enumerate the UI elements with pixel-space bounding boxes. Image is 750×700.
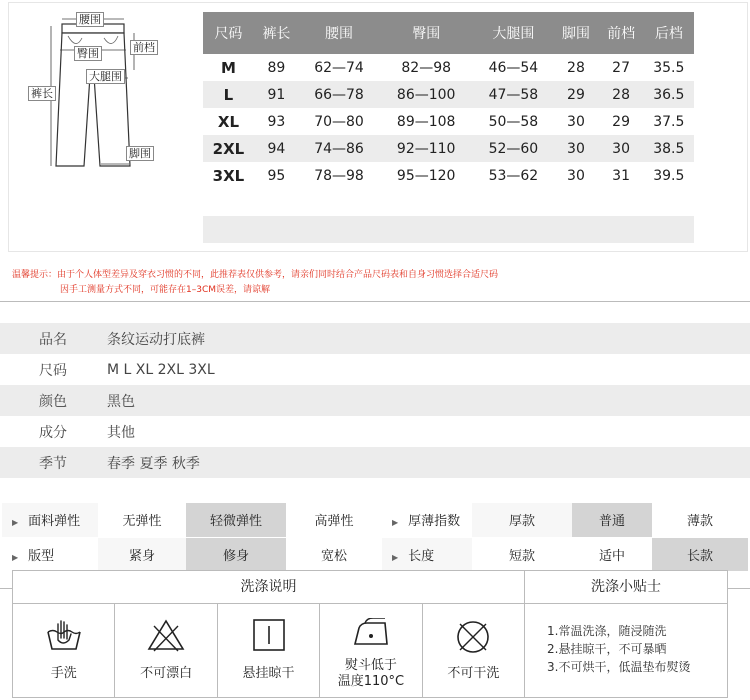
size-table-cell: 70—80	[314, 113, 364, 130]
size-table-cell: 92—110	[379, 135, 473, 162]
attribute-label	[382, 503, 472, 537]
wash-title: 洗涤说明	[13, 571, 524, 604]
diagram-label-front-rise: 前档	[130, 40, 158, 55]
size-table-cell: 89—108	[396, 113, 456, 130]
section-divider	[0, 301, 750, 302]
attribute-label-text: 长度	[408, 548, 435, 564]
product-info-key: 颜色	[39, 393, 67, 410]
wash-item-label: 悬挂晾干	[242, 666, 295, 681]
product-info-value: 其他	[107, 424, 135, 441]
wash-item-label: 手洗	[50, 666, 77, 681]
attribute-option: 高弹性	[286, 503, 382, 537]
size-table-cell: 31	[612, 167, 630, 184]
size-table-cell: 35.5	[653, 59, 685, 76]
size-table-cell: 28	[567, 59, 585, 76]
size-table-size-cell: XL	[217, 112, 239, 131]
product-info-value: 春季 夏季 秋季	[107, 455, 200, 472]
attribute-option-selected: 轻微弹性	[186, 503, 286, 537]
product-info-row	[0, 447, 750, 478]
attribute-option-selected: 修身	[186, 537, 286, 571]
size-table-cell: 37.5	[653, 113, 685, 130]
triangle-right-icon: ▶	[12, 552, 19, 562]
size-table-cell: 29	[612, 113, 630, 130]
product-info-key: 季节	[39, 455, 67, 472]
attribute-option-selected: 普通	[572, 503, 652, 537]
attribute-row	[2, 503, 748, 537]
wash-item-label	[320, 658, 421, 690]
size-table-row	[203, 54, 694, 81]
wash-item	[13, 604, 115, 698]
attribute-option: 宽松	[286, 537, 382, 571]
size-table-row	[203, 81, 694, 108]
size-table-cell: 30	[567, 167, 585, 184]
no-dry-clean-icon	[454, 618, 492, 656]
size-table-footer-bar	[203, 216, 694, 243]
size-table-cell: 53—62	[488, 167, 539, 184]
size-table-cell: 82—98	[401, 59, 452, 76]
size-table-cell: 46—54	[488, 59, 539, 76]
size-table-size-cell: 2XL	[203, 135, 254, 162]
size-table-cell: 52—60	[473, 135, 553, 162]
size-table-header-cell: 后档	[644, 12, 694, 54]
size-table-cell: 94	[254, 135, 299, 162]
size-table	[203, 12, 694, 189]
size-table-row	[203, 162, 694, 189]
size-table-header-cell: 尺码	[203, 12, 254, 54]
size-table-header-cell: 腰围	[299, 12, 379, 54]
size-table-cell: 86—100	[379, 81, 473, 108]
wash-item	[218, 604, 320, 698]
size-table-cell: 36.5	[644, 81, 694, 108]
diagram-label-thigh: 大腿围	[86, 69, 125, 84]
triangle-right-icon: ▶	[392, 518, 399, 528]
attribute-label-text: 版型	[28, 548, 55, 564]
wash-item-label-line-2: 温度110°C	[337, 674, 405, 689]
product-info-key: 品名	[39, 331, 67, 348]
attribute-label-text: 面料弹性	[28, 514, 81, 530]
size-table-cell: 30	[599, 135, 644, 162]
diagram-label-hip: 臀围	[74, 46, 102, 61]
attribute-option: 短款	[472, 537, 572, 571]
product-info-row	[0, 385, 750, 416]
product-info-key: 成分	[39, 424, 67, 441]
wash-item-label-line-1: 熨斗低于	[344, 658, 397, 673]
size-table-row	[203, 108, 694, 135]
attribute-label-text: 厚薄指数	[408, 514, 461, 530]
wash-item-label: 不可漂白	[140, 666, 193, 681]
product-info-row	[0, 354, 750, 385]
size-tip	[12, 268, 612, 298]
size-table-cell: 29	[553, 81, 598, 108]
product-info-key: 尺码	[39, 362, 67, 379]
size-table-cell: 62—74	[314, 59, 364, 76]
size-table-header-cell: 脚围	[553, 12, 598, 54]
size-table-cell: 78—98	[314, 167, 364, 184]
size-table-cell: 30	[553, 135, 598, 162]
size-table-cell: 95	[267, 167, 286, 184]
wash-item	[115, 604, 217, 698]
size-table-header-cell: 大腿围	[473, 12, 553, 54]
size-table-cell: 91	[254, 81, 299, 108]
attribute-label	[2, 503, 98, 537]
size-table-size-cell: 3XL	[212, 166, 245, 185]
triangle-right-icon: ▶	[392, 552, 399, 562]
size-table-header-cell: 裤长	[254, 12, 299, 54]
care-tips-title: 洗涤小贴士	[525, 571, 727, 604]
diagram-label-waist: 腰围	[76, 12, 104, 27]
wash-item-label: 不可干洗	[447, 666, 500, 681]
size-table-cell: 39.5	[653, 167, 685, 184]
wash-instructions	[12, 570, 525, 698]
attribute-option: 适中	[572, 537, 652, 571]
attribute-option: 紧身	[98, 537, 186, 571]
product-info-value: M L XL 2XL 3XL	[107, 361, 215, 378]
size-table-cell: 28	[599, 81, 644, 108]
no-bleach-icon	[146, 618, 186, 652]
size-table-cell: 50—58	[488, 113, 539, 130]
attribute-row	[2, 537, 748, 571]
size-table-cell: 66—78	[299, 81, 379, 108]
product-info-row	[0, 416, 750, 447]
size-table-cell: 47—58	[473, 81, 553, 108]
care-tip-item: 2.悬挂晾干，不可暴晒	[547, 642, 667, 656]
attribute-option-selected: 长款	[652, 537, 748, 571]
care-tips	[524, 570, 728, 698]
product-info-row	[0, 323, 750, 354]
product-info-list	[0, 323, 750, 478]
product-info-value: 黑色	[107, 393, 135, 410]
size-table-size-cell: M	[220, 58, 236, 77]
size-table-cell: 74—86	[299, 135, 379, 162]
size-table-cell: 89	[267, 59, 286, 76]
size-table-cell: 38.5	[644, 135, 694, 162]
size-table-cell: 27	[612, 59, 630, 76]
size-table-size-cell: L	[203, 81, 254, 108]
pants-measurement-diagram	[18, 6, 168, 176]
size-table-cell: 30	[567, 113, 585, 130]
size-table-cell: 95—120	[396, 167, 456, 184]
attribute-label	[382, 537, 472, 571]
hand-wash-icon	[45, 618, 83, 652]
wash-item	[423, 604, 524, 698]
care-tip-item: 3.不可烘干，低温垫布熨烫	[547, 660, 691, 674]
size-table-header-cell: 臀围	[379, 12, 473, 54]
iron-icon	[351, 618, 391, 648]
size-table-row	[203, 135, 694, 162]
product-info-value: 条纹运动打底裤	[107, 331, 205, 348]
diagram-label-length: 裤长	[28, 86, 56, 101]
care-tip-item: 1.常温洗涤，随浸随洗	[547, 624, 667, 638]
attribute-label	[2, 537, 98, 571]
size-tip-line-2: 因手工测量方式不同，可能存在1–3CM误差，请谅解	[60, 285, 271, 295]
triangle-right-icon: ▶	[12, 518, 19, 528]
size-table-cell: 93	[267, 113, 286, 130]
attribute-grid	[2, 503, 748, 572]
diagram-label-hem: 脚围	[126, 146, 154, 161]
size-tip-line-1: 温馨提示：由于个人体型差异及穿衣习惯的不同，此推荐表仅供参考，请亲们同时结合产品尺码表和自身习惯选择合适尺码	[12, 270, 499, 280]
size-table-header-cell: 前档	[599, 12, 644, 54]
attribute-option: 厚款	[472, 503, 572, 537]
hang-dry-icon	[252, 618, 286, 652]
attribute-option: 薄款	[652, 503, 748, 537]
size-table-header	[203, 12, 694, 54]
wash-item	[320, 604, 422, 698]
attribute-option: 无弹性	[98, 503, 186, 537]
